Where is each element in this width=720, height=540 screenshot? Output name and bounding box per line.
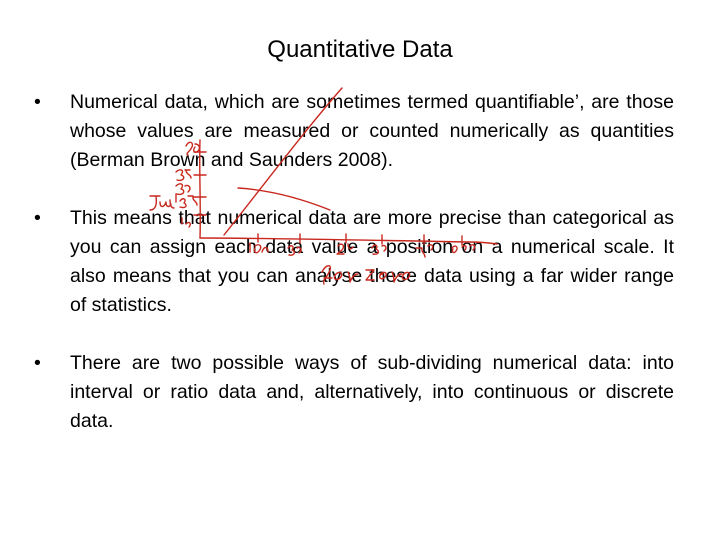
bullet-text: There are two possible ways of sub-dividing numerical data: into interval or ratio data and, alternatively, into continuous or discrete data. bbox=[70, 352, 674, 432]
bullet-dot: • bbox=[34, 91, 41, 113]
bullet-item bbox=[34, 204, 674, 320]
bullet-dot: • bbox=[34, 207, 41, 229]
bullet-dot: • bbox=[34, 352, 41, 374]
bullet-text: Numerical data, which are sometimes termed quantifiable’, are those whose values are measured or counted numerically as quantities (Berman Brown and Saunders 2008). bbox=[70, 91, 674, 171]
bullet-list bbox=[34, 88, 674, 436]
bullet-item bbox=[34, 88, 674, 175]
bullet-item bbox=[34, 349, 674, 436]
bullet-text: This means that numerical data are more precise than categorical as you can assign each data value a position on a numerical scale. It also means that you can analyse these data using a far wider range of statistics. bbox=[70, 207, 674, 316]
slide-title: Quantitative Data bbox=[267, 36, 453, 63]
